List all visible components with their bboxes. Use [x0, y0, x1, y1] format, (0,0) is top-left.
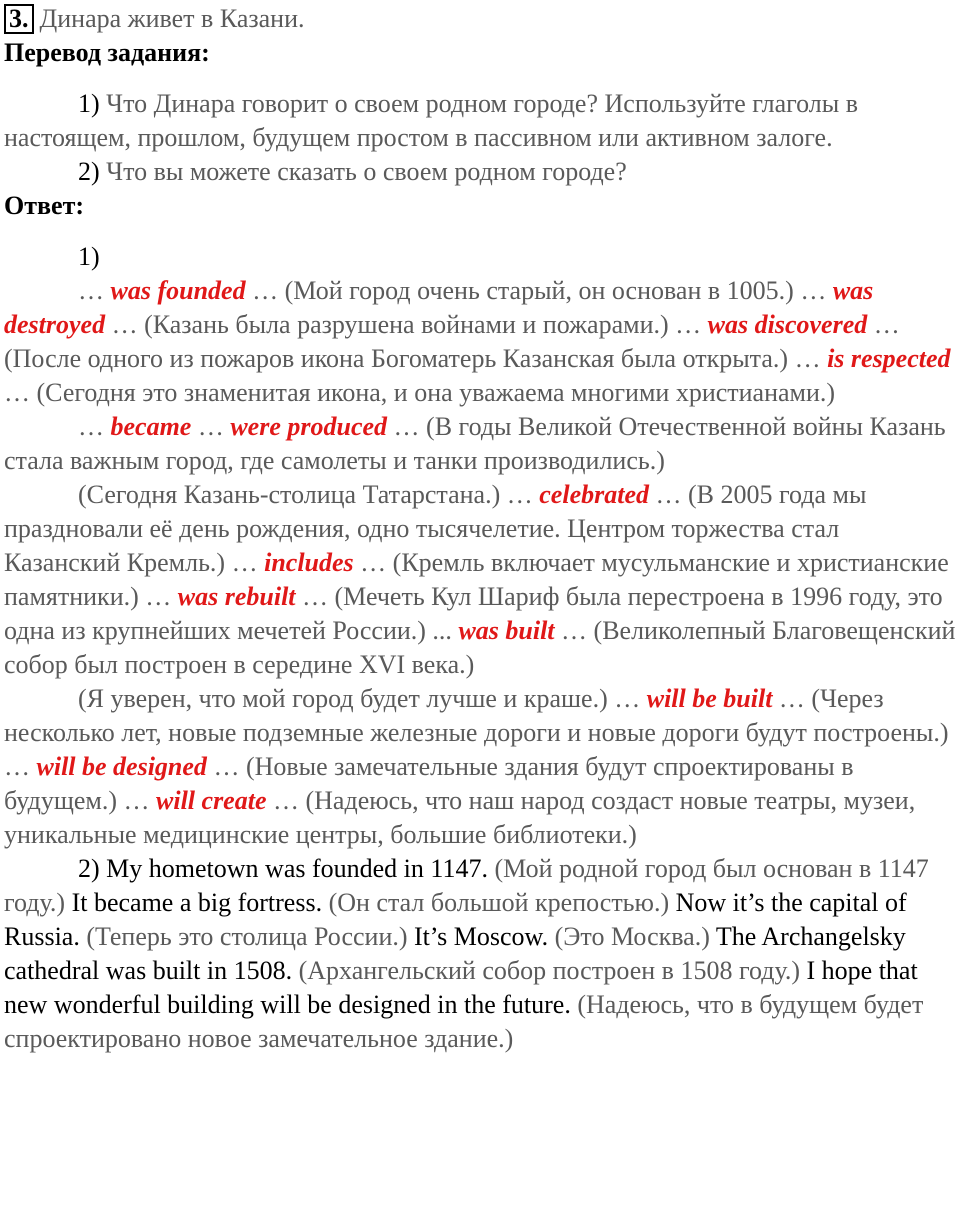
english-sentence: The Archangelsky cathedral was built in 1508. — [4, 922, 906, 985]
verb-answer: became — [110, 412, 192, 441]
verb-answer: will be built — [646, 684, 773, 713]
verb-answer: will be designed — [36, 752, 207, 781]
answer-2-label: 2) — [78, 854, 100, 883]
exercise-number-box: 3. — [4, 4, 34, 34]
task-question-2 — [4, 155, 956, 189]
answer-heading: Ответ: — [4, 191, 85, 220]
english-sentence: My hometown was founded in 1147. — [99, 854, 488, 883]
answer-text: … — [191, 412, 231, 441]
answer-text: (Сегодня Казань-столица Татарстана.) … — [78, 480, 540, 509]
answer-text: … (Через несколько лет, новые подземные железные дороги и новые дороги будут построены.) … — [4, 684, 949, 781]
answer-1-paragraph-4 — [4, 682, 956, 852]
answer-text: … (Новые замечательные здания будут спроектированы в будущем.) … — [4, 752, 854, 815]
verb-answer: celebrated — [539, 480, 649, 509]
task-question-1 — [4, 87, 956, 155]
russian-translation: (Это Москва.) — [548, 922, 710, 951]
answer-text: … (Сегодня это знаменитая икона, и она уважаема многими христианами.) — [4, 378, 836, 407]
exercise-header — [4, 2, 956, 36]
exercise-page — [4, 2, 956, 1056]
english-sentence: It’s Moscow. — [407, 922, 549, 951]
task-q2-label: 2) — [78, 157, 100, 186]
exercise-title: Динара живет в Казани. — [39, 4, 305, 33]
answer-text: … (Кремль включает мусульманские и христианские памятники.) … — [4, 548, 949, 611]
answer-text: … (Казань была разрушена войнами и пожарами.) … — [105, 310, 708, 339]
answer-1-paragraph-1 — [4, 274, 956, 410]
russian-translation: (Он стал большой крепостью.) — [322, 888, 670, 917]
russian-translation: (Надеюсь, что в будущем будет спроектировано новое замечательное здание.) — [4, 990, 924, 1053]
answer-text: … (В 2005 года мы праздновали её день рождения, одно тысячелетие. Центром торжества стал Казанский Кремль.) … — [4, 480, 867, 577]
verb-answer: will create — [156, 786, 267, 815]
answer-text: … (Мечеть Кул Шариф была перестроена в 1996 году, это одна из крупнейших мечетей России.) ... — [4, 582, 943, 645]
verb-answer: was rebuilt — [177, 582, 296, 611]
verb-answer: was built — [458, 616, 555, 645]
verb-answer: includes — [264, 548, 354, 577]
task-q2-text: Что вы можете сказать о своем родном городе? — [99, 157, 627, 186]
answer-text: … (Мой город очень старый, он основан в 1005.) … — [245, 276, 833, 305]
answer-text: … — [78, 412, 111, 441]
answer-2-paragraph — [4, 852, 956, 1056]
answer-1-paragraph-2 — [4, 410, 956, 478]
task-q1-label: 1) — [78, 89, 100, 118]
verb-answer: was destroyed — [4, 276, 874, 339]
english-sentence: I hope that new wonderful building will be designed in the future. — [4, 956, 918, 1019]
verb-answer: were produced — [230, 412, 388, 441]
answer-text: … (После одного из пожаров икона Богоматерь Казанская была открыта.) … — [4, 310, 900, 373]
verb-answer: was founded — [110, 276, 246, 305]
russian-translation: (Мой родной город был основан в 1147 году.) — [4, 854, 929, 917]
answer-text: … (Надеюсь, что наш народ создаст новые театры, музеи, уникальные медицинские центры, большие библиотеки.) — [4, 786, 916, 849]
translation-heading: Перевод задания: — [4, 38, 210, 67]
verb-answer: is respected — [827, 344, 951, 373]
verb-answer: was discovered — [707, 310, 868, 339]
answer-text: … (Великолепный Благовещенский собор был построен в середине XVI века.) — [4, 616, 956, 679]
answer-text: … (В годы Великой Отечественной войны Казань стала важным город, где самолеты и танки производились.) — [4, 412, 946, 475]
english-sentence: Now it’s the capital of Russia. — [4, 888, 907, 951]
task-q1-text: Что Динара говорит о своем родном городе? Используйте глаголы в настоящем, прошлом, будущем простом в пассивном или активном залоге. — [4, 89, 859, 152]
answer-1-paragraph-3 — [4, 478, 956, 682]
answer-1-label: 1) — [78, 242, 100, 271]
english-sentence: It became a big fortress. — [65, 888, 323, 917]
russian-translation: (Архангельский собор построен в 1508 году.) — [292, 956, 800, 985]
answer-text: (Я уверен, что мой город будет лучше и краше.) … — [78, 684, 647, 713]
russian-translation: (Теперь это столица России.) — [79, 922, 408, 951]
answer-text: … — [78, 276, 111, 305]
